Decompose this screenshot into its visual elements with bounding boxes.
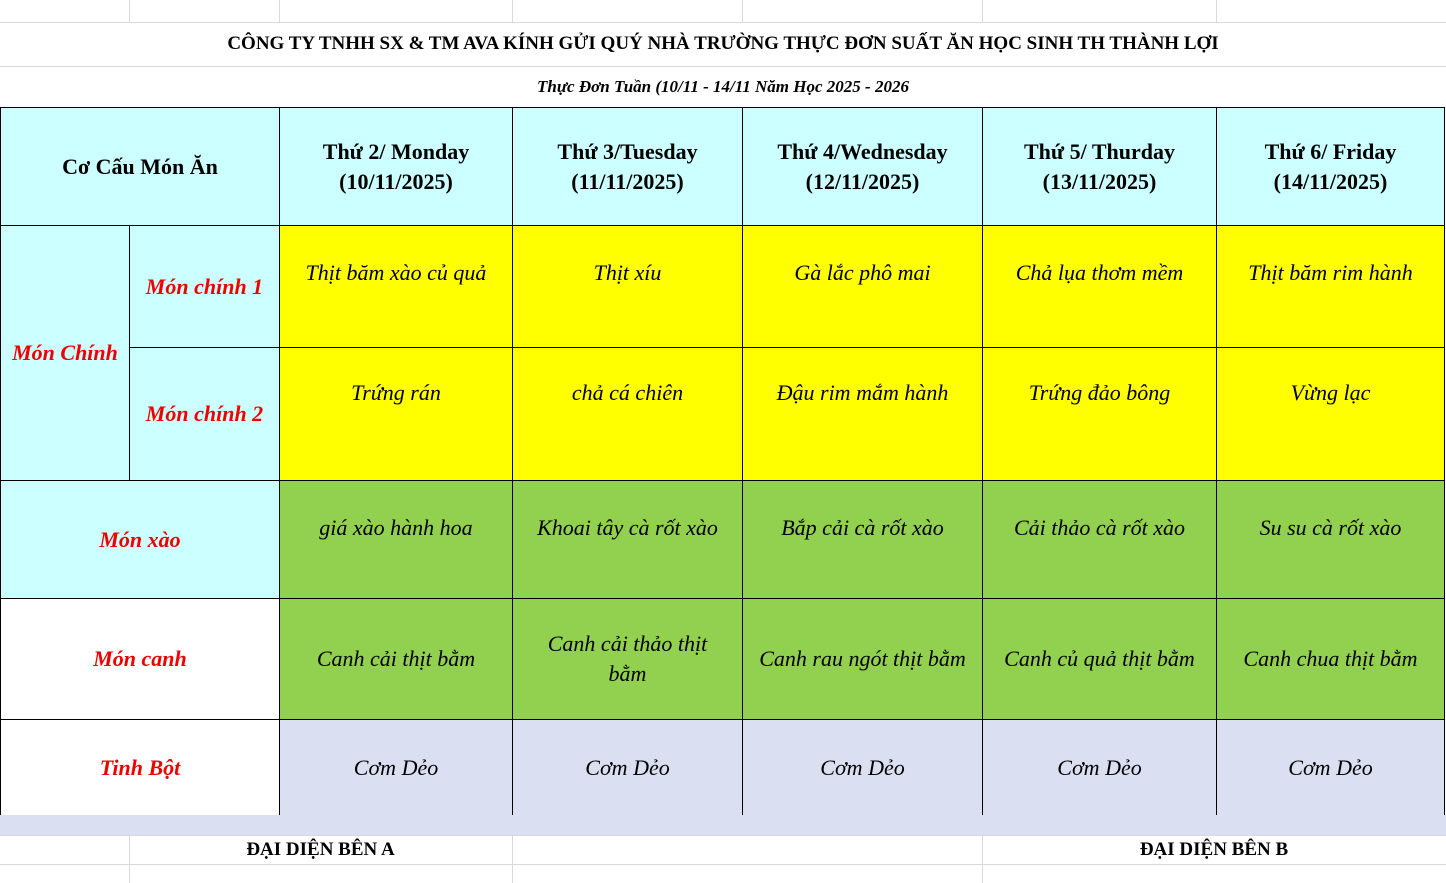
party-b-signature-label: ĐẠI DIỆN BÊN B [1139, 839, 1289, 860]
dish-cell[interactable]: Vừng lạc [1217, 348, 1445, 481]
table-row-soup [1, 599, 1445, 720]
dish-cell[interactable]: Canh cải thảo thịt bằm [513, 599, 743, 720]
table-row-stirfry [1, 481, 1445, 599]
row-label-cell[interactable] [1, 481, 280, 599]
table-row-main2 [1, 348, 1445, 481]
dish-cell[interactable]: chả cá chiên [513, 348, 743, 481]
gridline [982, 0, 983, 22]
day-date: (11/11/2025) [571, 168, 684, 194]
dish-cell[interactable]: Thịt băm xào củ quả [280, 226, 513, 348]
structure-header-label: Cơ Cấu Món Ăn [62, 153, 218, 179]
separator-band [0, 815, 1446, 835]
day-name: Thứ 5/ Thurday [1024, 138, 1175, 164]
gridline [512, 0, 513, 22]
day-date: (13/11/2025) [1042, 168, 1157, 194]
day-header-tuesday[interactable] [513, 108, 743, 226]
dish-cell[interactable]: Canh chua thịt bằm [1217, 599, 1445, 720]
dish-cell[interactable]: Trứng đảo bông [983, 348, 1217, 481]
row-label: Món xào [99, 526, 181, 552]
gridline [0, 864, 1446, 865]
table-header-row [1, 108, 1445, 226]
row-label: Món chính 2 [145, 401, 264, 426]
dish-cell[interactable]: Đậu rim mắm hành [743, 348, 983, 481]
dish-cell[interactable]: Canh cải thịt bằm [280, 599, 513, 720]
weekly-menu-table [0, 107, 1445, 816]
dish-cell[interactable]: Cơm Dẻo [280, 720, 513, 816]
day-date: (12/11/2025) [805, 168, 920, 194]
dish-cell[interactable]: Khoai tây cà rốt xào [513, 481, 743, 599]
gridline [129, 0, 130, 22]
day-header-monday[interactable] [280, 108, 513, 226]
day-date: (10/11/2025) [339, 168, 453, 194]
gridline [512, 835, 513, 883]
dish-cell[interactable]: Bắp cải cà rốt xào [743, 481, 983, 599]
row-label-cell[interactable] [130, 348, 280, 481]
main-group-label: Món Chính [12, 340, 118, 365]
day-date: (14/11/2025) [1273, 168, 1388, 194]
dish-cell[interactable]: Su su cà rốt xào [1217, 481, 1445, 599]
row-label-cell[interactable] [1, 599, 280, 720]
dish-cell[interactable]: Cơm Dẻo [743, 720, 983, 816]
gridline [742, 0, 743, 22]
structure-header-cell[interactable] [1, 108, 280, 226]
row-label-cell[interactable] [1, 720, 280, 816]
menu-title: CÔNG TY TNHH SX & TM AVA KÍNH GỬI QUÝ NHÀ TRƯỜNG THỰC ĐƠN SUẤT ĂN HỌC SINH TH THÀNH LỢI [227, 33, 1219, 54]
day-name: Thứ 4/Wednesday [777, 138, 948, 164]
dish-cell[interactable]: Cơm Dẻo [983, 720, 1217, 816]
day-header-wednesday[interactable] [743, 108, 983, 226]
dish-cell[interactable]: Cơm Dẻo [513, 720, 743, 816]
gridline [1216, 0, 1217, 22]
row-label-cell[interactable] [130, 226, 280, 348]
dish-cell[interactable]: Thịt xíu [513, 226, 743, 348]
day-name: Thứ 2/ Monday [322, 138, 470, 164]
dish-cell[interactable]: Thịt băm rim hành [1217, 226, 1445, 348]
day-name: Thứ 3/Tuesday [557, 138, 698, 164]
dish-cell[interactable]: Chả lụa thơm mềm [983, 226, 1217, 348]
row-label: Tinh Bột [99, 754, 181, 780]
day-name: Thứ 6/ Friday [1264, 138, 1397, 164]
dish-cell[interactable]: Canh rau ngót thịt bằm [743, 599, 983, 720]
dish-cell[interactable]: Cơm Dẻo [1217, 720, 1445, 816]
dish-cell[interactable]: Canh củ quả thịt bằm [983, 599, 1217, 720]
dish-cell[interactable]: Trứng rán [280, 348, 513, 481]
table-row-main1 [1, 226, 1445, 348]
table-row-starch [1, 720, 1445, 816]
dish-cell[interactable]: giá xào hành hoa [280, 481, 513, 599]
menu-subtitle: Thực Đơn Tuần (10/11 - 14/11 Năm Học 2025 - 2026 [537, 77, 909, 96]
dish-cell[interactable]: Cải thảo cà rốt xào [983, 481, 1217, 599]
main-group-cell[interactable] [1, 226, 130, 481]
row-label: Món chính 1 [145, 273, 264, 299]
row-label: Món canh [93, 646, 187, 671]
party-a-signature-label: ĐẠI DIỆN BÊN A [246, 839, 395, 860]
day-header-thursday[interactable] [983, 108, 1217, 226]
dish-cell[interactable]: Gà lắc phô mai [743, 226, 983, 348]
gridline [279, 0, 280, 22]
day-header-friday[interactable] [1217, 108, 1445, 226]
